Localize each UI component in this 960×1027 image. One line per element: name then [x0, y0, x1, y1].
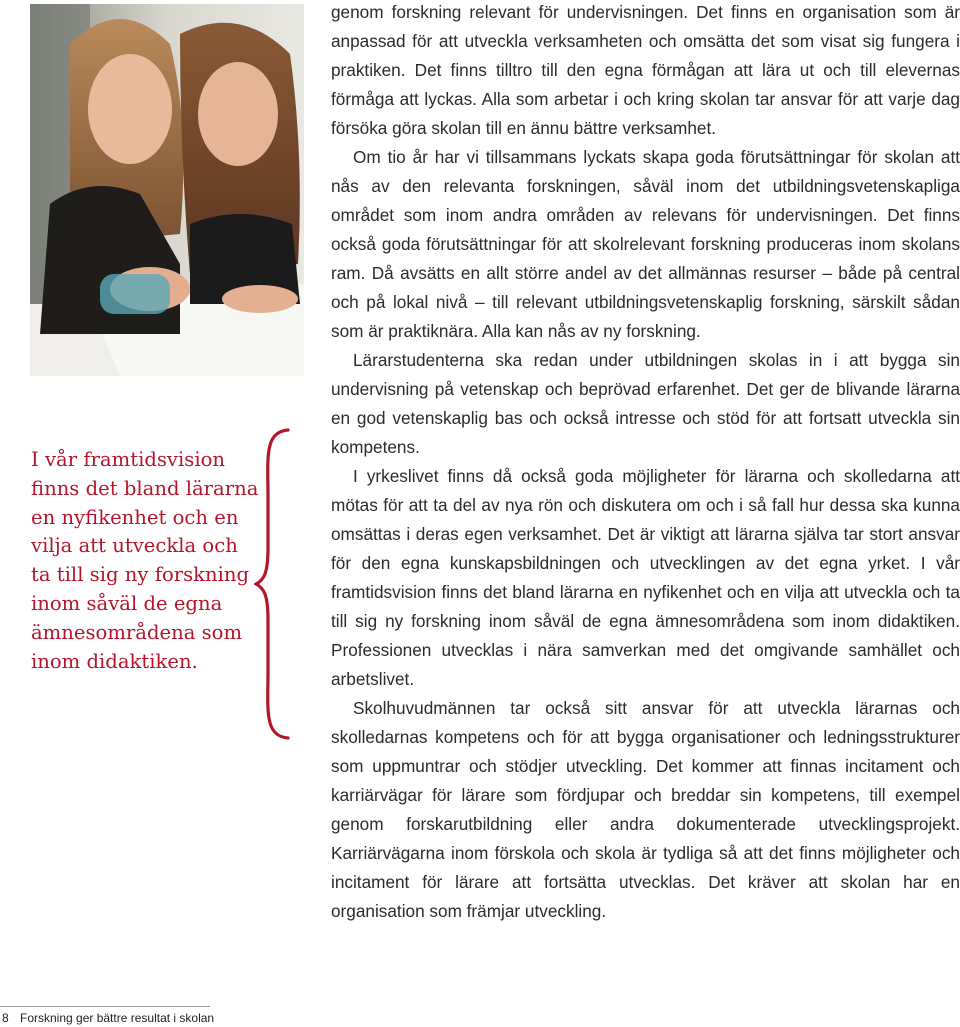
paragraph: genom forskning relevant för undervisningen. Det finns en organisation som är anpassad för att utveckla verksamheten och omsätta det som visat sig fungera i praktiken. Det finns tilltro till den egna förmågan att lära ut och till elevernas förmåga att lyckas. Alla som arbetar i och kring skolan tar ansvar för att varje dag försöka göra skolan till en ännu bättre verksamhet. [331, 2, 960, 138]
page-footer [2, 1011, 214, 1025]
paragraph: Skolhuvudmännen tar också sitt ansvar för att utveckla lärarnas och skolledarnas kompetens och för att bygga organisationer och ledningsstrukturer som uppmuntrar och stödjer utveckling. Det kommer att finnas incitament och karriärvägar för lärare som fördjupar och breddar sin kompetens, till exempel genom forskarutbildning eller andra dokumenterade utvecklingsprojekt. Karriärvägarna inom förskola och skola är tydliga så att det finns möjligheter och incitament för lärare att fortsätta utvecklas. Det kräver att skolan har en organisation som främjar utveckling. [331, 698, 960, 921]
curly-brace-icon [254, 428, 302, 740]
pull-quote: I vår framtidsvision finns det bland lärarna en nyfikenhet och en vilja att utveckla och ta till sig ny forskning inom såväl de egna ämnesområdena som inom didaktiken. [31, 448, 259, 673]
students-photo [30, 4, 304, 376]
paragraph: Om tio år har vi tillsammans lyckats skapa goda förutsättningar för skolan att nås av den relevanta forskningen, såväl inom det utbildningsvetenskapliga området som inom andra områden av relevans för undervisningen. Det finns också goda förutsättningar för att skolrelevant forskning produceras inom skolans ram. Då avsätts en allt större andel av det allmännas resurser – både på central och på lokal nivå – till relevant utbildningsvetenskaplig forskning, särskilt sådan som är praktiknära. Alla kan nås av ny forskning. [331, 147, 960, 341]
article-body [331, 0, 960, 926]
paragraph: Lärarstudenterna ska redan under utbildningen skolas in i att bygga sin undervisning på vetenskap och beprövad erfarenhet. Det ger de blivande lärarna en god vetenskaplig bas och också intresse och stöd för att fortsatt utveckla sin kompetens. [331, 350, 960, 457]
paragraph: I yrkeslivet finns då också goda möjligheter för lärarna och skolledarna att mötas för att ta del av nya rön och diskutera om och i så fall hur dessa ska kunna omsättas i deras egen verksamhet. Det är viktigt att lärarna själva tar stort ansvar för den egna kunskapsbildningen och utvecklingen av det egna yrket. I vår framtidsvision finns det bland lärarna en nyfikenhet och en vilja att utveckla och ta till sig ny forskning inom såväl de egna ämnesområdena som inom didaktiken. Professionen utvecklas i nära samverkan med det omgivande samhället och arbetslivet. [331, 466, 960, 689]
footer-title: Forskning ger bättre resultat i skolan [20, 1011, 215, 1025]
footer-rule [0, 1006, 210, 1007]
page-number: 8 [2, 1011, 9, 1025]
